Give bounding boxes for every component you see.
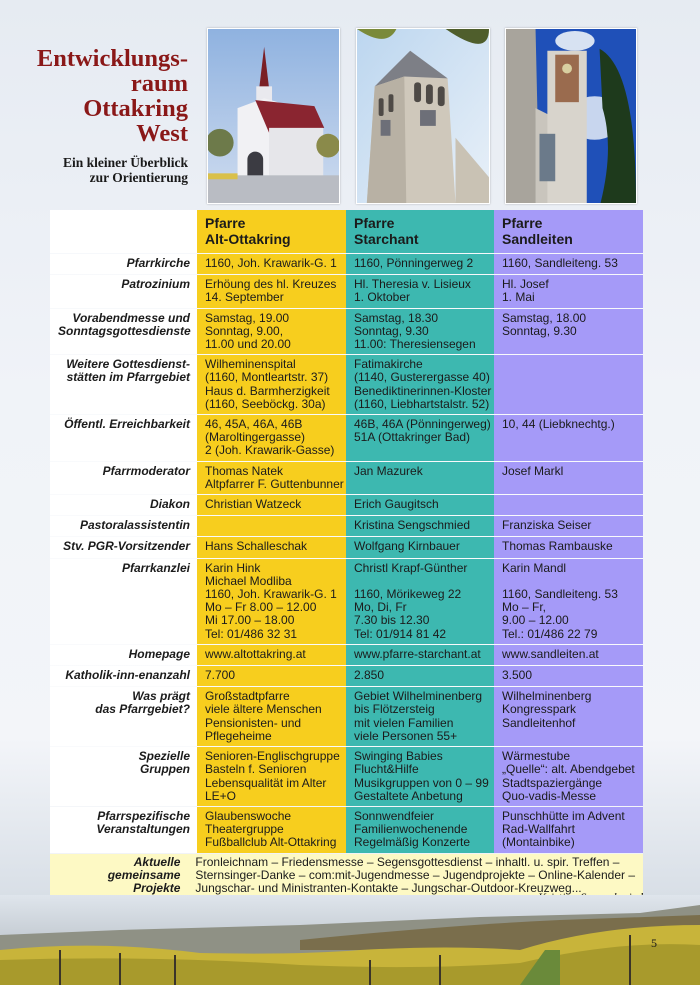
label-line: Sonntagsgottesdienste [58,323,191,338]
cell-line: (1140, Gusterergasse 40) [354,370,490,385]
cell-line: 1160, Joh. Krawarik-G. 1 [205,256,337,270]
cell-alt-ottakring [197,645,346,665]
cell-alt-ottakring [197,687,346,746]
cell-line: Familienwochenende [354,822,468,837]
cell-line: Rad-Wallfahrt [502,822,575,837]
label-line: Öffentl. Erreichbarkeit [64,417,190,432]
cell-line: (Montainbike) [502,835,575,850]
page-title [20,46,188,146]
label-line: Pfarrkanzlei [121,560,190,575]
cell-line: Kristina Sengschmied [354,518,471,533]
cell-line: Kongresspark [502,702,577,717]
cell-line: 10, 44 (Liebknechtg.) [502,417,615,432]
cell-line: 1160, Pönningerweg 2 [354,256,474,270]
cell-starchant [346,559,494,644]
label-line: Katholik-inn-enanzahl [65,668,190,683]
cell-line: Sonnwendfeier [354,808,435,823]
cell-line: Sandleitenhof [502,715,576,730]
label-line: gemeinsame [107,867,181,882]
page-number: 5 [651,936,657,950]
label-line: Spezielle [138,749,190,764]
cell-line: Wärmestube [502,749,571,764]
table-row [50,747,643,807]
cell-line: Tel: 01/914 81 42 [354,626,447,641]
table-row [50,254,643,275]
row-label [50,516,197,536]
cell-starchant [346,254,494,274]
label-line: Homepage [128,646,190,661]
header-sandleiten [494,210,643,253]
header-alt-ottakring [197,210,346,253]
cell-alt-ottakring [197,495,346,515]
row-label [50,415,197,461]
cell-starchant [346,495,494,515]
cell-line: Franziska Seiser [502,518,592,533]
cell-line: Pflegeheime [205,728,272,743]
cell-line: (Maroltingergasse) [205,430,306,445]
cell-line: 1160, Joh. Krawarik-G. 1 [205,587,337,602]
cell-line: 46, 45A, 46A, 46B [205,417,303,432]
cell-line: viele ältere Menschen [205,702,322,717]
cell-line: 14. September [205,290,284,305]
page-title-block [20,46,188,185]
cell-line: Fußballclub Alt-Ottakring [205,835,337,850]
vineyard-photo-icon [0,895,700,985]
cell-sandleiten [494,645,643,665]
cell-alt-ottakring [197,462,346,494]
table-row [50,462,643,495]
row-label [50,559,197,644]
row-label [50,495,197,515]
cell-alt-ottakring [197,537,346,557]
cell-line: Samstag, 19.00 [205,310,290,325]
cell-line: 3.500 [502,668,533,683]
label-line: Pfarrmoderator [102,463,190,478]
cell-sandleiten [494,355,643,414]
church-tower-photo-icon [506,29,636,203]
cell-line: (1160, Liebhartstalstr. 52) [354,396,490,411]
cell-starchant [346,415,494,461]
cell-line: 1. Oktober [354,290,411,305]
cell-line: viele Personen 55+ [354,728,458,743]
cell-line: (1160, Seeböckg. 30a) [205,396,326,411]
cell-line: „Quelle“: alt. Abendgebet [502,762,635,777]
header-line: Pfarre [354,215,395,231]
table-row [50,415,643,462]
cell-line: Quo-vadis-Messe [502,788,597,803]
table-row [50,309,643,356]
cell-line: LE+O [205,788,237,803]
header-starchant [346,210,494,253]
cell-line: Christian Watzeck [205,497,302,512]
title-line: West [136,120,188,147]
cell-alt-ottakring [197,516,346,536]
label-line: Weitere Gottesdienst- [66,357,190,372]
cell-line: Flucht&Hilfe [354,762,419,777]
cell-line: Hl. Theresia v. Lisieux [354,277,471,292]
parish-overview-table [50,210,643,898]
cell-line: Michael Modliba [205,573,292,588]
cell-line: 11.00: Theresiensegen [354,337,476,352]
cell-line: Fatimakirche [354,357,423,372]
subtitle-line: zur Orientierung [89,170,188,185]
cell-line: 11.00 und 20.00 [205,337,291,352]
cell-line: Stadtspaziergänge [502,775,603,790]
projects-line: Sternsinger-Danke – com:mit-Jugendmesse – Jugendprojekte – Online-Kalender – [195,867,635,882]
cell-line: 2.850 [354,668,385,683]
cell-line: Großstadtpfarre [205,689,290,704]
cell-line[interactable]: www.altottakring.at [205,646,306,661]
cell-line: Sonntag, 9.30 [354,323,429,338]
cell-line: 7.30 bis 12.30 [354,613,430,628]
cell-line: Erhöung des hl. Kreuzes [205,277,337,292]
cell-line: 51A (Ottakringer Bad) [354,430,471,445]
row-label [50,687,197,746]
cell-line: Samstag, 18.30 [354,310,439,325]
cell-line: Sonntag, 9.30 [502,323,577,338]
cell-line: Josef Markl [502,463,564,478]
cell-line: Haus d. Barmherzigkeit [205,383,330,398]
cell-starchant [346,747,494,806]
cell-alt-ottakring [197,309,346,355]
page-subtitle [20,155,188,185]
cell-line: Punschhütte im Advent [502,808,625,823]
cell-line: Wilhelminenberg [502,689,592,704]
cell-line: Musikgruppen von 0 – 99 [354,775,489,790]
projects-line: Jungschar- und Ministranten-Kontakte – Jungschar-Outdoor-Kreuzweg... [195,880,582,895]
cell-sandleiten [494,309,643,355]
cell-line: Tel: 01/486 32 31 [205,626,298,641]
cell-line: Samstag, 18.00 [502,310,587,325]
cell-line: Tel.: 01/486 22 79 [502,626,598,641]
cell-starchant [346,666,494,686]
cell-line[interactable]: www.sandleiten.at [502,646,599,661]
header-line: Alt-Ottakring [205,230,291,247]
cell-line: Lebensqualität im Alter [205,775,327,790]
cell-sandleiten [494,537,643,557]
row-label [50,666,197,686]
cell-line: Gestaltete Anbetung [354,788,463,803]
cell-starchant [346,687,494,746]
cell-line: Erich Gaugitsch [354,497,439,512]
cell-line: 1160, Sandleiteng. 53 [502,256,618,270]
header-line: Starchant [354,230,419,247]
table-row [50,645,643,666]
table-row [50,495,643,516]
cell-sandleiten [494,254,643,274]
row-label [50,275,197,307]
cell-line: 1160, Sandleiteng. 53 [502,587,618,602]
cell-line: Pensionisten- und [205,715,302,730]
cell-line: Theatergruppe [205,822,284,837]
row-label [50,747,197,806]
cell-line: Christl Krapf-Günther [354,560,468,575]
cell-line: Altpfarrer F. Guttenbunner [205,476,344,491]
cell-alt-ottakring [197,807,346,853]
label-line: Aktuelle [133,854,181,869]
cell-sandleiten [494,516,643,536]
table-row [50,355,643,415]
cell-line: Mo – Fr 8.00 – 12.00 [205,600,317,615]
label-line: das Pfarrgebiet? [95,702,190,717]
cell-line: 46B, 46A (Pönningerweg) [354,417,491,432]
cell-line: Wilheminenspital [205,357,296,372]
cell-alt-ottakring [197,355,346,414]
table-row [50,537,643,558]
cell-sandleiten [494,495,643,515]
cell-line: Regelmäßig Konzerte [354,835,471,850]
cell-sandleiten [494,666,643,686]
row-label [50,537,197,557]
table-row [50,687,643,747]
church-tower-photo-icon [357,29,489,203]
row-label [50,462,197,494]
cell-sandleiten [494,275,643,307]
row-label [50,309,197,355]
cell-line: 1160, Mörikeweg 22 [354,587,462,602]
row-label [50,254,197,274]
table-header-row [50,210,643,254]
table-row [50,516,643,537]
label-line: Pastoralassistentin [79,518,190,533]
label-line: Veranstaltungen [96,822,190,837]
cell-alt-ottakring [197,559,346,644]
cell-alt-ottakring [197,747,346,806]
table-row [50,559,643,645]
cell-line: Benediktinerinnen-Kloster [354,383,492,398]
cell-line: Hl. Josef [502,277,549,292]
cell-line: Sonntag, 9.00, [205,323,284,338]
photo-church-alt-ottakring [207,28,340,204]
photo-church-starchant [356,28,490,204]
cell-line: Glaubenswoche [205,808,292,823]
cell-sandleiten [494,415,643,461]
cell-line: bis Flötzersteig [354,702,435,717]
label-line: Diakon [149,497,190,512]
row-label [50,355,197,414]
label-line: stätten im Pfarrgebiet [66,370,190,385]
header-line: Pfarre [502,215,543,231]
cell-alt-ottakring [197,666,346,686]
cell-sandleiten [494,559,643,644]
cell-line: Swinging Babies [354,749,443,764]
cell-line: 1. Mai [502,290,535,305]
header-line: Sandleiten [502,230,573,247]
cell-line[interactable]: www.pfarre-starchant.at [354,646,481,661]
cell-line: Hans Schalleschak [205,539,308,554]
subtitle-line: Ein kleiner Überblick [62,155,188,170]
cell-line: Gebiet Wilhelminenberg [354,689,483,704]
cell-alt-ottakring [197,275,346,307]
cell-line: Thomas Rambauske [502,539,613,554]
label-line: Projekte [133,880,181,895]
cell-starchant [346,516,494,536]
cell-starchant [346,275,494,307]
row-label [50,645,197,665]
cell-starchant [346,807,494,853]
title-line: Ottakring [83,95,188,122]
cell-line: Jan Mazurek [354,463,423,478]
cell-sandleiten [494,687,643,746]
table-row [50,666,643,687]
cell-line: Senioren-Englischgruppe [205,749,340,764]
cell-line: 2 (Joh. Krawarik-Gasse) [205,443,335,458]
projects-label [50,854,187,899]
cell-starchant [346,645,494,665]
photo-church-sandleiten [505,28,637,204]
header-line: Pfarre [205,215,246,231]
cell-line: Basteln f. Senioren [205,762,307,777]
cell-starchant [346,309,494,355]
header-label-cell [50,210,197,253]
label-line: Pfarrspezifische [97,808,190,823]
label-line: Was prägt [132,689,190,704]
cell-line: Mi 17.00 – 18.00 [205,613,295,628]
cell-sandleiten [494,747,643,806]
table-body [50,254,643,854]
projects-line: Fronleichnam – Friedensmesse – Segensgottesdienst – inhaltl. u. spir. Treffen – [195,854,620,869]
cell-line: Mo – Fr, [502,600,547,615]
cell-line: Karin Hink [205,560,261,575]
cell-starchant [346,355,494,414]
label-line: Gruppen [140,762,190,777]
title-line: raum [130,70,188,97]
label-line: Stv. PGR-Vorsitzender [63,539,190,554]
row-label [50,807,197,853]
cell-alt-ottakring [197,415,346,461]
cell-sandleiten [494,807,643,853]
cell-line: mit vielen Familien [354,715,454,730]
cell-starchant [346,537,494,557]
vineyard-landscape-image [0,895,700,985]
cell-line: Thomas Natek [205,463,284,478]
label-line: Vorabendmesse und [72,310,190,325]
title-line: Entwicklungs- [36,45,188,72]
cell-line: 7.700 [205,668,236,683]
cell-line: (1160, Montleartstr. 37) [205,370,329,385]
table-row [50,275,643,308]
cell-starchant [346,462,494,494]
cell-line: 9.00 – 12.00 [502,613,569,628]
cell-line: Mo, Di, Fr [354,600,407,615]
label-line: Pfarrkirche [126,256,190,270]
cell-alt-ottakring [197,254,346,274]
cell-line: Karin Mandl [502,560,567,575]
label-line: Patrozinium [121,277,190,292]
cell-line: Wolfgang Kirnbauer [354,539,460,554]
table-row [50,807,643,854]
church-photo-icon [208,29,339,203]
cell-sandleiten [494,462,643,494]
